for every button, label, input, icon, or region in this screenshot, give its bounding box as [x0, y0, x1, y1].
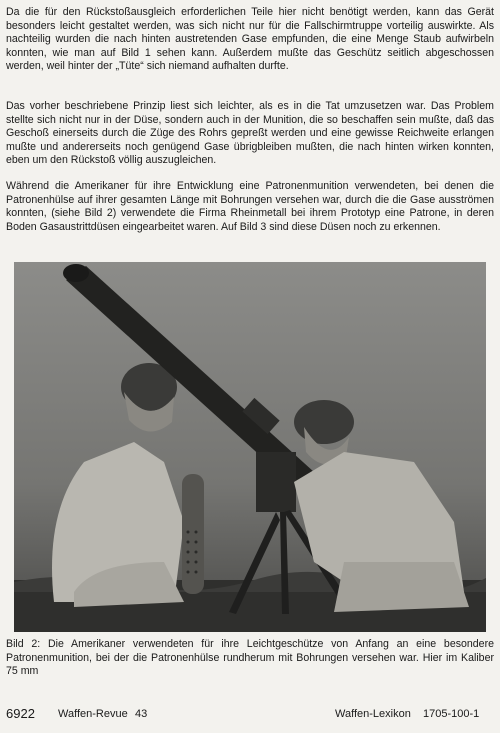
footer-code: 1705-100-1: [423, 708, 480, 720]
footer-issue-page: 43: [135, 708, 148, 720]
photo-recoilless-rifle-soldiers: [14, 262, 486, 632]
footer-page-number: 6922: [6, 706, 35, 721]
footer-lexikon: Waffen-Lexikon: [335, 708, 411, 720]
body-paragraph-1: Da die für den Rückstoßausgleich erforderlichen Teile hier nicht benötigt werden, kann das Gerät besonders leicht gestaltet werden, was sich nicht nur für die Fallschirmtruppe vorteilig auswirkte. Als nachteilig wurden die nach hinten austretenden Gase empfunden, die eine Menge Staub aufwirbeln konnten, wie man auf Bild 1 sehen kann. Außerdem mußte das Geschütz seitlich abgeschossen werden, weil hinter der „Tüte“ sich niemand aufhalten durfte.: [6, 6, 494, 73]
photo-caption: Bild 2: Die Amerikaner verwendeten für ihre Leichtgeschütze von Anfang an eine besondere Patronenmunition, bei der die Patronenhülse rundherum mit Bohrungen versehen war. Hier im Kaliber 75 mm: [6, 638, 494, 678]
footer-publication: Waffen-Revue: [58, 708, 128, 720]
body-paragraph-3: Während die Amerikaner für ihre Entwicklung eine Patronenmunition verwendeten, bei denen die Patronenhülse auf ihrer gesamten Länge mit Bohrungen versehen war, durch die die Gase ausströmen konnten, (siehe Bild 2) verwendete die Firma Rheinmetall bei ihrem Prototyp eine Patrone, in deren Boden Gasaustrittdüsen eingearbeitet waren. Auf Bild 3 sind diese Düsen noch zu erkennen.: [6, 180, 494, 233]
body-paragraph-2: Das vorher beschriebene Prinzip liest sich leichter, als es in die Tat umzusetzen war. Das Problem stellte sich nicht nur in der Düse, sondern auch in der Munition, die so beschaffen sein mußte, daß das Geschoß einerseits durch die Züge des Rohrs gepreßt werden und eine gewisse Reichweite erlangen mußte und andererseits noch genügend Gase übrigbleiben mußten, die nach hinten wirken konnten, eben um den Rückstoß völlig auszugleichen.: [6, 100, 494, 167]
